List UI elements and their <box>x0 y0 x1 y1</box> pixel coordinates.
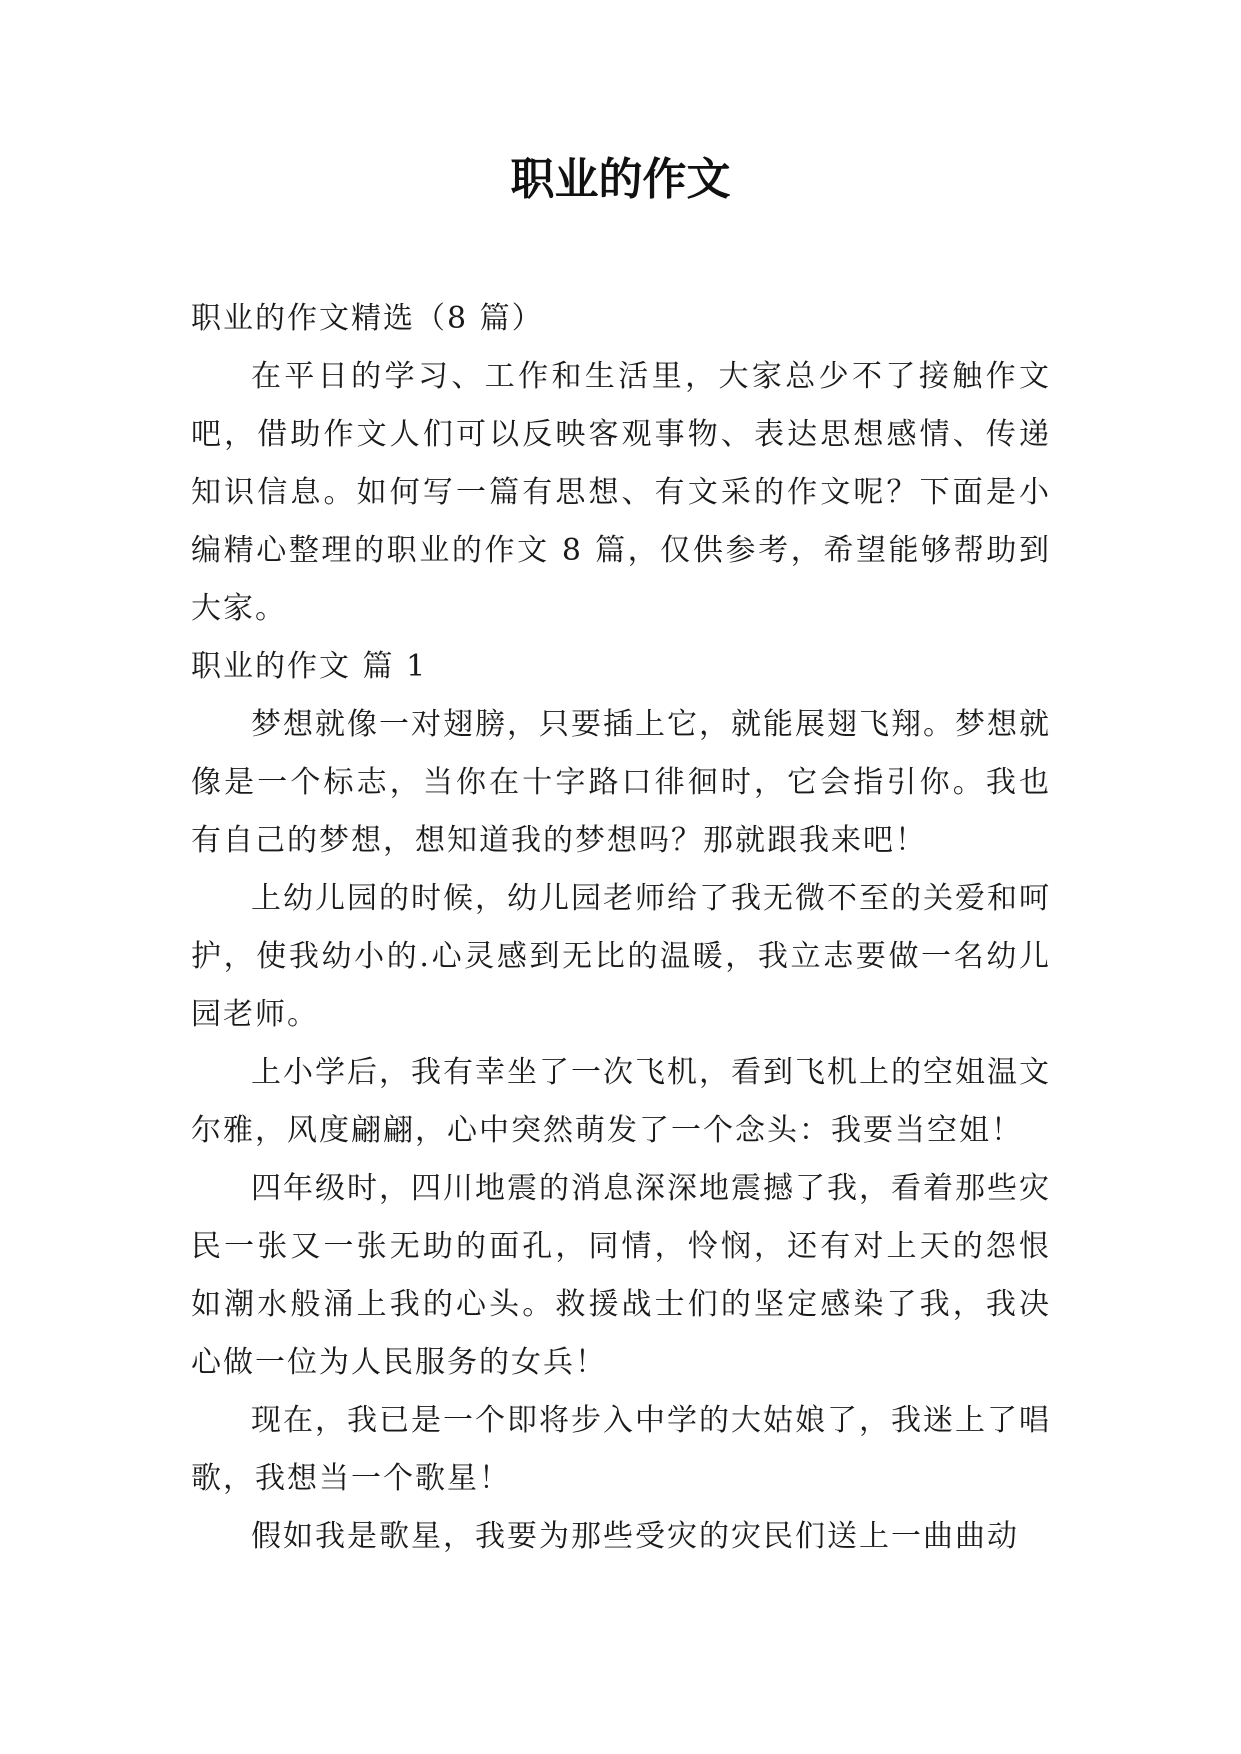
paragraph: 四年级时，四川地震的消息深深地震撼了我，看着那些灾民一张又一张无助的面孔，同情，怜悯，还有对上天的怨恨如潮水般涌上我的心头。救援战士们的坚定感染了我，我决心做一位为人民服务的女兵！ <box>191 1171 1051 1380</box>
paragraph: 上小学后，我有幸坐了一次飞机，看到飞机上的空姐温文尔雅，风度翩翩，心中突然萌发了一个念头：我要当空姐！ <box>191 1055 1051 1148</box>
intro-paragraph: 在平日的学习、工作和生活里，大家总少不了接触作文吧，借助作文人们可以反映客观事物、表达思想感情、传递知识信息。如何写一篇有思想、有文采的作文呢？下面是小编精心整理的职业的作文 8 篇，仅供参考，希望能够帮助到大家。 <box>191 359 1051 626</box>
paragraph: 现在，我已是一个即将步入中学的大姑娘了，我迷上了唱歌，我想当一个歌星！ <box>191 1403 1051 1496</box>
section-heading: 职业的作文 篇 1 <box>191 649 428 684</box>
document-body <box>191 290 1051 1566</box>
paragraph: 上幼儿园的时候，幼儿园老师给了我无微不至的关爱和呵护，使我幼小的.心灵感到无比的温暖，我立志要做一名幼儿园老师。 <box>191 881 1051 1032</box>
document-subtitle: 职业的作文精选（8 篇） <box>191 301 544 336</box>
paragraph: 假如我是歌星，我要为那些受灾的灾民们送上一曲曲动 <box>251 1519 1019 1554</box>
paragraph: 梦想就像一对翅膀，只要插上它，就能展翅飞翔。梦想就像是一个标志，当你在十字路口徘徊时，它会指引你。我也有自己的梦想，想知道我的梦想吗？那就跟我来吧！ <box>191 707 1051 858</box>
document-title: 职业的作文 <box>510 154 731 205</box>
